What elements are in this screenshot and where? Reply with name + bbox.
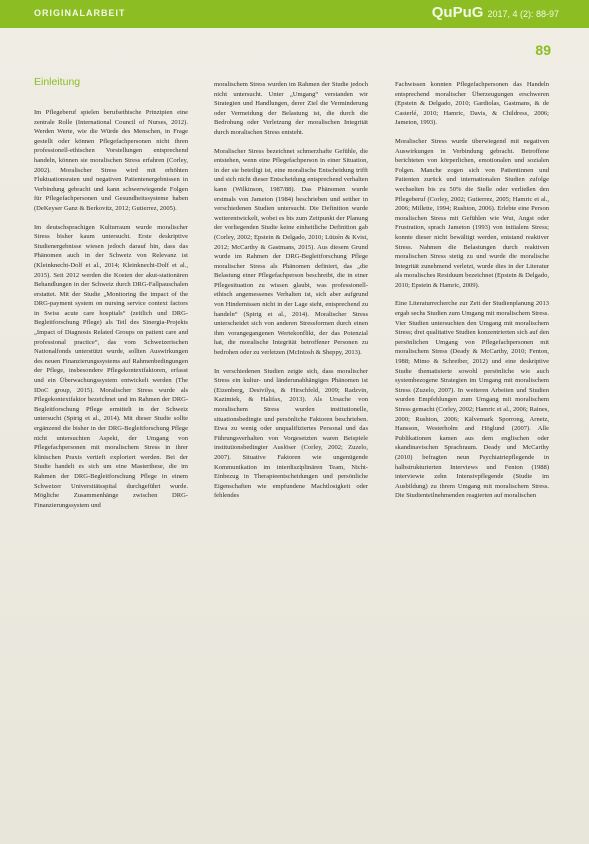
text-column-2 (214, 80, 368, 501)
paragraph: moralischem Stress wurden im Rahmen der Studie jedoch nicht untersucht. Unter „Umgang“ verstanden wir Strategien und Handlungen, derer Ziel die Verminderung oder Vermeidung der Belastung ist, die durch die Bedrohung oder Verletzung der moralischen Integrität durch moralischen Stress entsteht. (214, 81, 368, 136)
text-column-1 (34, 76, 188, 510)
paragraph: Fachwissen konnten Pflegefachpersonen das Handeln entsprechend moralischer Überzeugungen erschweren (Epstein & Delgado, 2010; Gardiolas, Gastmans, & de Casterlé, 2010; Hamric, Davis, & Childress, 2006; Jameton, 1993). (395, 81, 549, 127)
page-number: 89 (535, 42, 551, 58)
journal-info (432, 4, 559, 22)
paragraph: Moralischer Stress wurde überwiegend mit negativen Auswirkungen in Verbindung gebracht. Betroffene berichteten von körperlichen, emotionalen und sozialen Folgen. Manche zogen sich von Patientinnen und Patienten zurück und internationalen Studien zufolge wechselten bis zu 50% die Stelle oder verließen den Pflegeberuf (Corley, 2002; Gutierrez, 2005; Hamric et al., 2006; Millette, 1994; Rushton, 2006). Erlebte eine Person moralischen Stress mit Gefühlen wie Wut, Angst oder Frustration, sprach Jameton (1993) von initialem Stress; konnte dieser nicht bewältigt werden, entstand reaktiver Stress. Nahmen die Belastungen durch reaktiven moralischen Stress stetig zu und wurde die moralische Integrität zunehmend verletzt, wurde dies in der Literatur als moralisches Residuum bezeichnet (Epstein & Delgado, 2010; Epstein & Hamric, 2009). (395, 137, 549, 289)
paragraph: Moralischer Stress bezeichnet schmerzhafte Gefühle, die entstehen, wenn eine Pflegefachperson in einer Situation, in der sie beteiligt ist, eine moralische Entscheidung trifft und sich nicht dieser Entscheidung entsprechend verhalten kann (Wilkinson, 1987/88). Das Phänomen wurde erstmals von Jameton (1984) beschrieben und seither in verschiedenen Studien untersucht. Die Definition wurde weiterentwickelt, wobei es bis zum Zeitpunkt der Planung der vorliegenden Studie keine einheitliche Definition gab (Corley, 2002; Epstein & Delgado, 2010; Lützén & Kvist, 2012; McCarthy & Gastmans, 2015). Aus diesem Grund wurde im Rahmen der DRG-Begleitforschung Pflege moralischer Stress als Phänomen definiert, das „die Belastung einer Pflegefachperson beschreibt, die in einer Pflegesituation zu wissen glaubt, was professionell-ethisch angemessenes Verhalten ist, sich aber aufgrund von Hindernissen nicht in der Lage sieht, entsprechend zu handeln“ (Spirig et al., 2014). Moralischer Stress unterscheidet sich von anderen Stressformen durch einen ihm vorangegangenen Wertekonflikt, der das Potenzial hat, die moralische Integrität betroffener Personen zu bedrohen oder zu verletzen (McIntosh & Sheppy, 2013). (214, 147, 368, 357)
paragraph: Im deutschsprachigen Kulturraum wurde moralischer Stress bisher kaum untersucht. Erste deskriptive Studienergebnisse wiesen jedoch darauf hin, dass das Phänomen auch in der Schweiz von Relevanz ist (Kleinknecht-Dolf et al., 2014; Kleinknecht-Dolf et al., 2015). Seit 2012 werden die Kosten der akut-stationären Behandlungen in der Schweiz durch DRG-Fallpauschalen erstattet. Mit der Studie „Monitoring the impact of the DRG-payment system on nursing service context factors in Swiss acute care hospitals“ (zeitlich und DRG-Begleitforschung Pflege) als Teil des Sinergia-Projekts „Impact of Diagnosis Related Groups on patient care and professional practice“, das vom Schweizerischen Nationalfonds unterstützt wurde, sollten Auswirkungen des neuen Finanzierungssystems auf Rahmenbedingungen der Pflege, insbesondere Pflegekontextfaktoren, erfasst und ein Überwachungssystem entwickelt werden (The IDoC group, 2015). Moralischer Stress wurde als Pflegekontextfaktor bezeichnet und im Rahmen der DRG-Begleitforschung Pflege ermittelt in der Schweiz untersucht (Spirig et al., 2014). Mit dieser Studie sollte ergänzend die bisher in der DRG-Begleitforschung Pflege nicht untersuchten Aspekt, der Umgang von Pflegefachpersonen mit moralischem Stress in ihrer klinischen Praxis vertieft exploriert werden. Bei der Studie handelt es sich um eine Masterthese, die im Rahmen der DRG-Begleitforschung Pflege in einem Schweizer Universitätsspital durchgeführt wurde. Mögliche Zusammenhänge zwischen DRG-Finanzierungssystem und (34, 223, 188, 509)
header-bar (0, 0, 589, 28)
paragraph: In verschiedenen Studien zeigte sich, dass moralischer Stress ein kultur- und länderunabhängiges Phänomen ist (Eizenberg, Desivilya, & Hirschfeld, 2009; Radzvin, Kazimiek, & Halifax, 2013). Als Ursache von moralischem Stress wurden institutionelle, situationsbedingte und persönliche Faktoren beschrieben. Etwa zu wenig oder unqualifiziertes Personal und das Führungsverhalten von Vorgesetzten waren Beispiele institutionsbedingter Auslöser (Corley, 2002; Zuzelo, 2007). Situative Faktoren wie ungenügende Kommunikation im interdisziplinären Team, Nicht-Einbezug in Therapieentscheidungen und persönliche Eigenschaften wie empfundene Machtlosigkeit oder fehlendes (214, 367, 368, 500)
journal-issue: 2017, 4 (2): 88-97 (487, 9, 559, 19)
journal-name: QuPuG (431, 4, 484, 21)
section-label: ORIGINALARBEIT (34, 8, 126, 18)
paragraph: Eine Literaturrecherche zur Zeit der Studienplanung 2013 ergab sechs Studien zum Umgang mit moralischem Stress. Vier Studien untersuchten den Umgang mit moralischem Stress; drei qualitative Studien konzentrierten sich auf den persönlichen Umgang von Pflegefachpersonen mit moralischem Stress (Deady & McCarthy, 2010; Fenton, 1988; Mimo & Schreiber, 2012) und eine deskriptive Studie thematisierte sowohl persönliche wie auch systembezogene Strategien im Umgang mit moralischem Stress (Zuzelo, 2007). In weiteren Arbeiten und Studien wurden Empfehlungen zum Umgang mit moralischem Stress gemacht (Corley, 2002; Hamric et al., 2006; Raines, 2000; Rushton, 2006; Kälvemark Sporrong, Arnetz, Hansson, Westerholm and Höglund (2007). Alle Publikationen kamen aus dem englischen oder skandinavischen Sprachraum. Deady und McCarthy (2010) befragten neun Psychiatriepflegende in halbstrukturierten Interviews und Fenton (1988) interviewte zehn Intensivpflegende (Studie im Ausbildung) zu ihrem Umgang mit moralischem Stress. Die Studienteilnehmenden reagierten auf moralischen (395, 300, 549, 500)
paragraph: Im Pflegeberuf spielen berufsethische Prinzipien eine zentrale Rolle (International Council of Nurses, 2012). Werden Werte, wie die Würde des Menschen, in Frage gestellt oder können Pflegefachpersonen nicht ihren professionell-ethischen Vorstellungen entsprechend handeln, können sie moralischen Stress erfahren (Corley, 2002). Moralischer Stress wird mit erhöhten Fluktuationsraten und negativen Patientenergebnissen in Verbindung gebracht und kann schwerwiegende Folgen für Pflegefachpersonen und Gesundheitssysteme haben (DeKeyser Ganz & Berkovitz, 2012; Gutierrez, 2005). (34, 109, 188, 212)
section-heading: Einleitung (34, 76, 81, 88)
text-column-3 (395, 80, 549, 501)
